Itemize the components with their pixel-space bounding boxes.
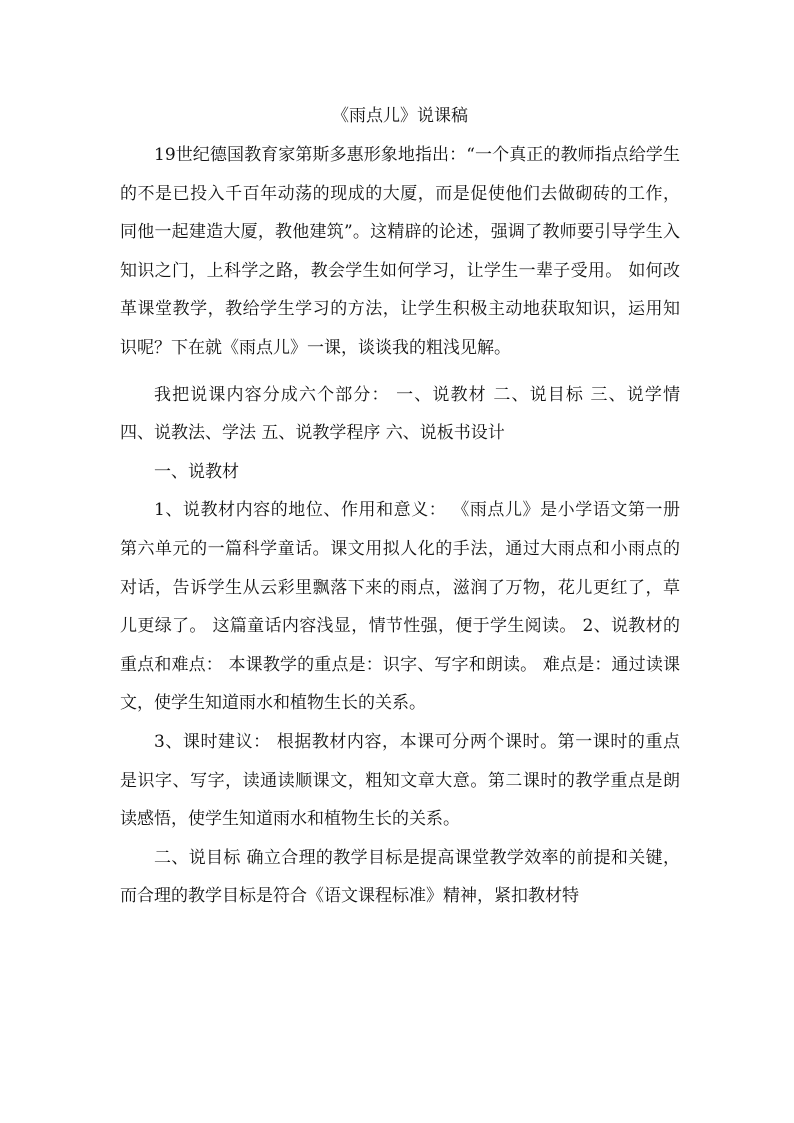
paragraph-textbook: 1、说教材内容的地位、作用和意义： 《雨点儿》是小学语文第一册第六单元的一篇科学童话。课文用拟人化的手法，通过大雨点和小雨点的对话，告诉学生从云彩里飘落下来的雨点，滋润了万物，花儿更红了，草儿更绿了。 这篇童话内容浅显，情节性强，便于学生阅读。 2、说教材的重点和难点： 本课教学的重点是：识字、写字和朗读。 难点是：通过读课文，使学生知道雨水和植物生长的关系。 (120, 500, 680, 714)
paragraph-outline: 我把说课内容分成六个部分： 一、说教材 二、说目标 三、说学情 四、说教法、学法 五、说教学程序 六、说板书设计 (120, 384, 680, 444)
paragraph-schedule: 3、课时建议： 根据教材内容，本课可分两个课时。第一课时的重点是识字、写字，读通读顺课文，粗知文章大意。第二课时的教学重点是朗读感悟，使学生知道雨水和植物生长的关系。 (120, 731, 680, 830)
document-title: 《雨点儿》说课稿 (332, 106, 468, 126)
paragraph-intro: 19世纪德国教育家第斯多惠形象地指出：“一个真正的教师指点给学生的不是已投入千百年动荡的现成的大厦，而是促使他们去做砌砖的工作，同他一起建造大厦，教他建筑”。这精辟的论述，强调了教师要引导学生入知识之门，上科学之路，教会学生如何学习，让学生一辈子受用。 如何改革课堂教学，教给学生学习的方法，让学生积极主动地获取知识，运用知识呢？下在就《雨点儿》一课，谈谈我的粗浅见解。 (120, 145, 680, 358)
document-page (120, 96, 680, 916)
section-heading-textbook: 一、说教材 (154, 461, 239, 482)
paragraph-goals: 二、说目标 确立合理的教学目标是提高课堂教学效率的前提和关键，而合理的教学目标是符合《语文课程标准》精神，紧扣教材特 (120, 847, 680, 907)
